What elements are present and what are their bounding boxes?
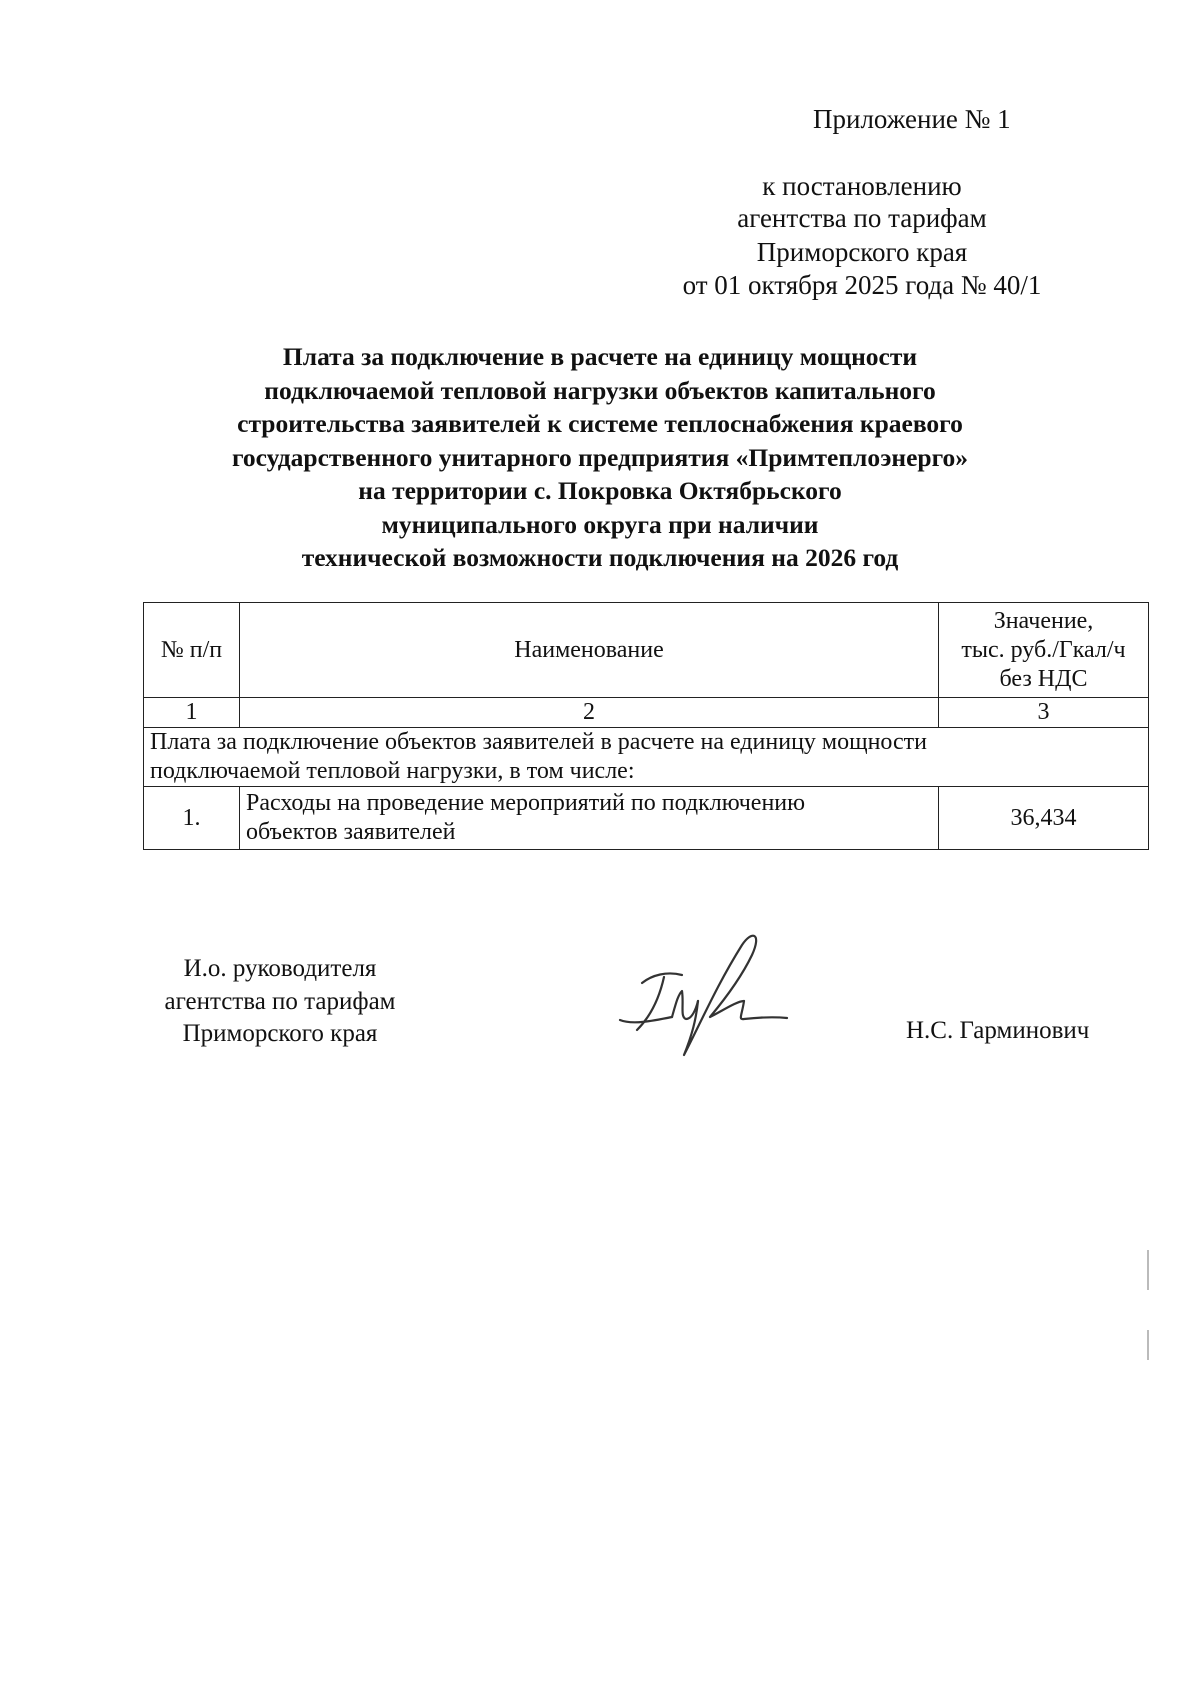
document-title [140, 340, 1060, 575]
row-number: 1. [144, 787, 240, 850]
signatory-position-line: Приморского края [182, 1020, 378, 1047]
title-line: муниципального округа при наличии [381, 509, 819, 539]
scan-artifact [1147, 1330, 1149, 1360]
appendix-line-2: агентства по тарифам [737, 203, 987, 233]
header-value-line: Значение, [993, 607, 1094, 634]
table-header-row [144, 603, 1149, 698]
column-numbers-row [144, 698, 1149, 728]
title-line: технической возможности подключения на 2026 год [301, 543, 899, 572]
title-line: на территории с. Покровка Октябрьского [358, 476, 842, 505]
appendix-line-4: от 01 октября 2025 года № 40/1 [682, 270, 1042, 300]
appendix-number: Приложение № 1 [813, 104, 1011, 134]
group-row-line: подключаемой тепловой нагрузки, в том числе: [150, 758, 635, 784]
row-name-line: Расходы на проведение мероприятий по подключению [246, 790, 806, 816]
tariff-table [143, 602, 1149, 850]
title-line: Плата за подключение в расчете на единицу мощности [282, 342, 918, 371]
scan-artifact [1147, 1250, 1149, 1290]
row-name-line: объектов заявителей [246, 819, 456, 845]
title-line: государственного унитарного предприятия «Примтеплоэнерго» [231, 442, 969, 472]
row-name [240, 787, 939, 850]
group-row-cell [144, 728, 1149, 787]
handwritten-signature [612, 925, 792, 1075]
appendix-line-1: к постановлению [762, 171, 962, 201]
table-row [144, 787, 1149, 850]
group-row-line: Плата за подключение объектов заявителей в расчете на единицу мощности [150, 729, 927, 755]
appendix-line-3: Приморского края [756, 237, 968, 267]
title-line: подключаемой тепловой нагрузки объектов капитального [264, 375, 936, 405]
signatory-position-line: агентства по тарифам [164, 987, 396, 1015]
header-value [939, 603, 1149, 698]
group-row [144, 728, 1149, 787]
column-number: 3 [939, 698, 1149, 728]
header-value-line: без НДС [999, 665, 1088, 692]
title-line: строительства заявителей к системе теплоснабжения краевого [237, 409, 963, 438]
column-number: 1 [144, 698, 240, 728]
column-number: 2 [240, 698, 939, 728]
signatory-position-line: И.о. руководителя [183, 955, 377, 982]
header-number: № п/п [144, 603, 240, 698]
header-name: Наименование [240, 603, 939, 698]
signatory-position [130, 953, 430, 1051]
signatory-name: Н.С. Гарминович [906, 1017, 1090, 1044]
header-value-line: тыс. руб./Гкал/ч [961, 636, 1126, 663]
row-value: 36,434 [939, 787, 1149, 850]
